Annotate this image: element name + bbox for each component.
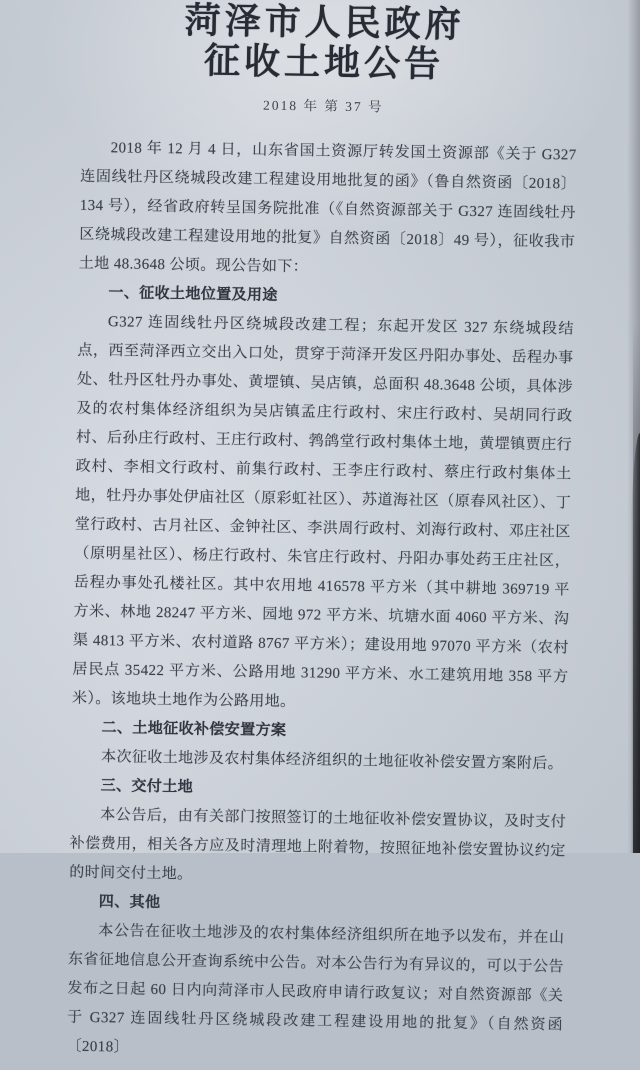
paragraph: 本公告在征收土地涉及的农村集体经济组织所在地予以发布，并在山东省征地信息公开查询系统中公告。对本公告行为有异议的，可以于公告发布之日起 60 日内向菏泽市人民政府申请行政复议；对自然资源部《关于 G327 连固线牡丹区绕城段改建工程建设用地的批复》（自然资函〔2018〕: [66, 923, 565, 1056]
section-heading: 四、其他: [98, 894, 161, 912]
document-body: [0, 132, 640, 1070]
paragraph: G327 连固线牡丹区绕城段改建工程；东起开发区 327 东绕城段结点，西至菏泽西立交出入口处，贯穿于菏泽开发区丹阳办事处、岳程办事处、牡丹区牡丹办事处、黄堽镇、吴店镇，总面积 48.3648 公顷，具体涉及的农村集体经济组织为吴店镇孟庄行政村、宋庄行政村、吴胡同行政村、后孙庄行政村、王庄行政村、鹁鸽堂行政村集体土地，黄堽镇贾庄行政村、李相文行政村、前集行政村、王李庄行政村、蔡庄行政村集体土地，牡丹办事处伊庙社区（原彩虹社区）、苏道海社区（原春风社区）、丁堂行政村、古月社区、金钟社区、李洪周行政村、刘海行政村、邓庄社区（原明星社区）、杨庄行政村、朱官庄行政村、丹阳办事处药王庄社区，岳程办事处孔楼社区。其中农用地 416578 平方米（其中耕地 369719 平方米、林地 28247 平方米、园地 972 平方米、坑塘水面 4060 平方米、沟渠 4813 平方米、农村道路 8767 平方米）；建设用地 97070 平方米（农村居民点 35422 平方米、公路用地 31290 平方米、水工建筑用地 358 平方米）。该地块土地作为公路用地。: [71, 314, 575, 711]
section-heading: 二、土地征收补偿安置方案: [101, 720, 287, 740]
title-line-2: 征收土地公告: [203, 40, 445, 85]
paragraph: 本公告后，由有关部门按照签订的土地征收补偿安置协议，及时支付补偿费用，相关各方应及时清理地上附着物，按照征地补偿安置协议约定的时间交付土地。: [69, 807, 567, 883]
section-heading: 一、征收土地位置及用途: [108, 285, 278, 304]
document-title: [3, 0, 640, 120]
paragraph: 本次征收土地涉及农村集体经济组织的土地征收补偿安置方案附后。: [100, 749, 564, 773]
paragraph: 2018 年 12 月 4 日，山东省国土资源厅转发国土资源部《关于 G327 连固线牡丹区绕城段改建工程建设用地批复的函》（鲁自然资函〔2018〕134 号），经省政府转呈国务院批准（《自然资源部关于 G327 连固线牡丹区绕城段改建工程建设用地的批复》自然资函〔2018〕49 号），征收我市土地 48.3648 公顷。现公告如下：: [78, 140, 577, 276]
document-number: 2018 年 第 37 号: [262, 97, 384, 115]
title-line-1: 菏泽市人民政府: [184, 0, 465, 45]
section-heading: 三、交付土地: [100, 778, 194, 796]
